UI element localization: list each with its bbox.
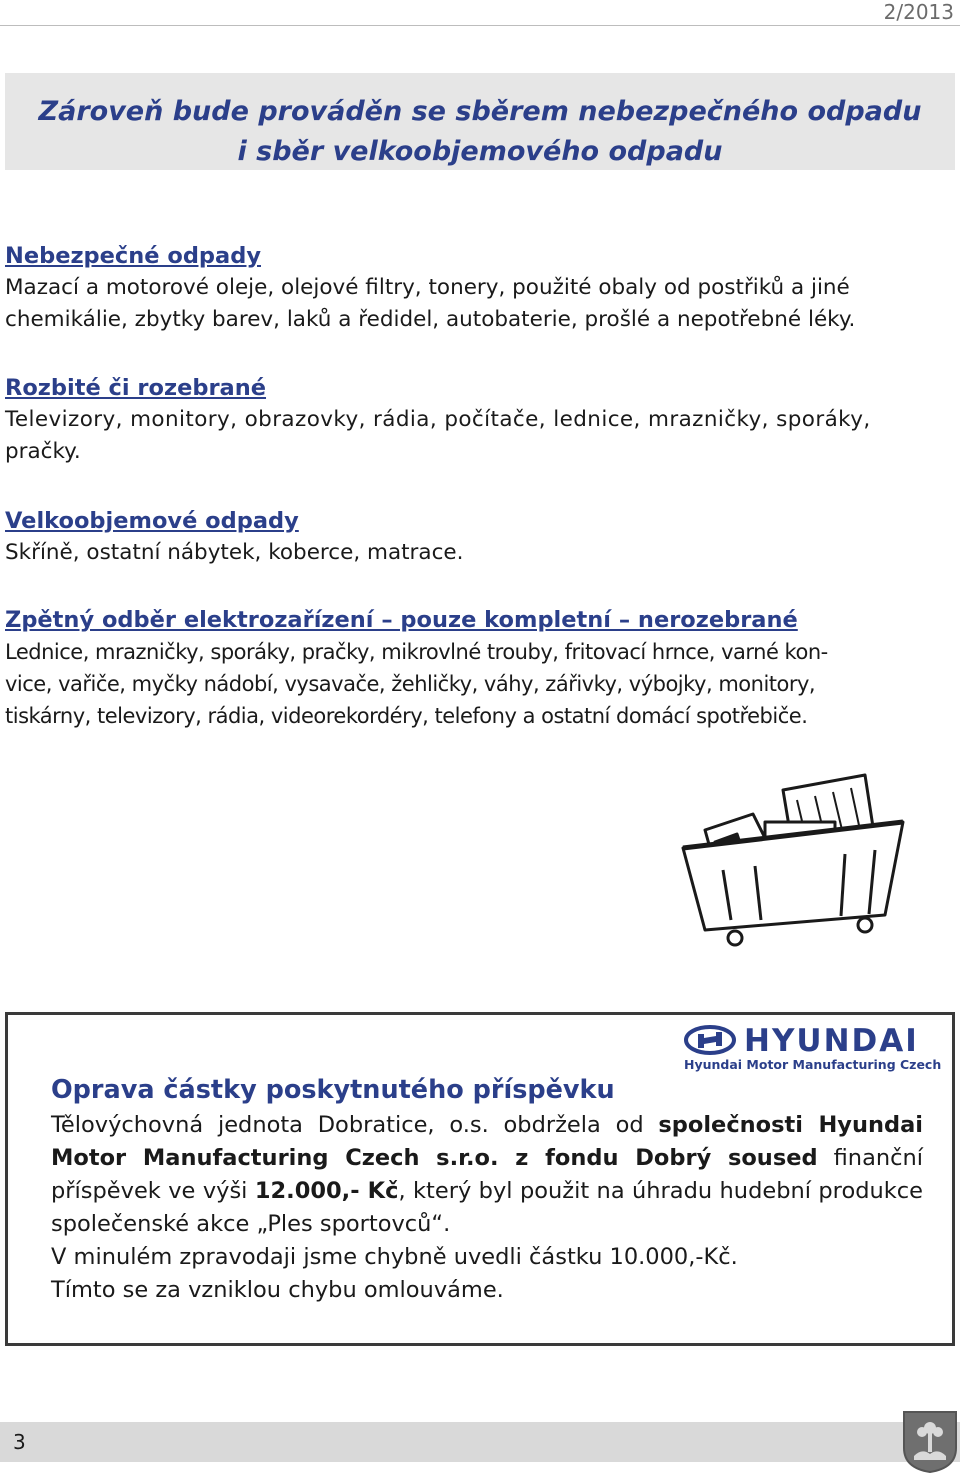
text-line: chemikálie, zbytky barev, laků a ředidel, autobaterie, prošlé a nepotřebné léky. [5, 307, 856, 332]
contribution-amount: 12.000,- Kč [254, 1178, 399, 1204]
title-banner [5, 73, 955, 170]
section-hazardous [5, 240, 955, 336]
notice-body [51, 1109, 923, 1307]
section-heading: Nebezpečné odpady [5, 243, 261, 269]
apology-line: Tímto se za vzniklou chybu omlouváme. [51, 1277, 504, 1303]
text-line: vice, vařiče, myčky nádobí, vysavače, žehličky, váhy, zářivky, výbojky, monitory, [5, 672, 816, 696]
notice-text: finanční příspěvek ve výši [51, 1145, 924, 1204]
section-bulky [5, 505, 955, 569]
hyundai-logo [684, 1023, 942, 1073]
page-number: 3 [13, 1430, 26, 1454]
section-text [5, 404, 955, 468]
page-title [5, 73, 955, 172]
text-line: Skříně, ostatní nábytek, koberce, matrace. [5, 540, 464, 565]
text-line: Lednice, mrazničky, sporáky, pračky, mikrovlné trouby, fritovací hrnce, varné kon- [5, 640, 828, 664]
notice-title: Oprava částky poskytnutého příspěvku [51, 1075, 615, 1105]
logo-subtitle: Hyundai Motor Manufacturing Czech [684, 1057, 942, 1072]
notice-text: Tělovýchovná jednota Dobratice, o.s. obdržela od [51, 1112, 659, 1138]
correction-line: V minulém zpravodaji jsme chybně uvedli částku 10.000,-Kč. [51, 1244, 738, 1270]
section-text [5, 537, 955, 569]
waste-container-illustration [675, 770, 915, 970]
notice-paragraph [51, 1109, 923, 1241]
section-heading: Rozbité či rozebrané [5, 375, 267, 401]
logo-wordmark: HYUNDAI [744, 1023, 919, 1059]
top-divider [0, 25, 960, 26]
issue-number: 2/2013 [883, 0, 954, 24]
notice-text: , který byl použit na úhradu hudební produkce společenské akce „Ples sportovců“. [51, 1178, 923, 1237]
text-line: pračky. [5, 439, 81, 464]
section-text [5, 636, 955, 732]
section-electro [5, 604, 955, 732]
municipal-coat-of-arms-icon [902, 1410, 958, 1474]
sponsor-notice-box [5, 1012, 955, 1346]
title-line-1: Zároveň bude prováděn se sběrem nebezpečného odpadu [38, 96, 922, 127]
section-text [5, 272, 955, 336]
text-line: tiskárny, televizory, rádia, videorekordéry, telefony a ostatní domácí spotřebiče. [5, 704, 808, 728]
section-heading: Zpětný odběr elektrozařízení – pouze kompletní – nerozebrané [5, 607, 798, 633]
text-line: Televizory, monitory, obrazovky, rádia, počítače, lednice, mrazničky, sporáky, [5, 407, 871, 432]
section-broken [5, 372, 955, 468]
sponsor-name: společnosti Hyundai Motor Manufacturing Czech s.r.o. z fondu Dobrý soused [51, 1112, 923, 1171]
text-line: Mazací a motorové oleje, olejové filtry, tonery, použité obaly od postřiků a jiné [5, 275, 850, 300]
title-line-2: i sběr velkoobjemového odpadu [237, 136, 723, 167]
hyundai-emblem-icon [684, 1025, 736, 1055]
section-heading: Velkoobjemové odpady [5, 508, 299, 534]
footer-bar [0, 1422, 960, 1462]
